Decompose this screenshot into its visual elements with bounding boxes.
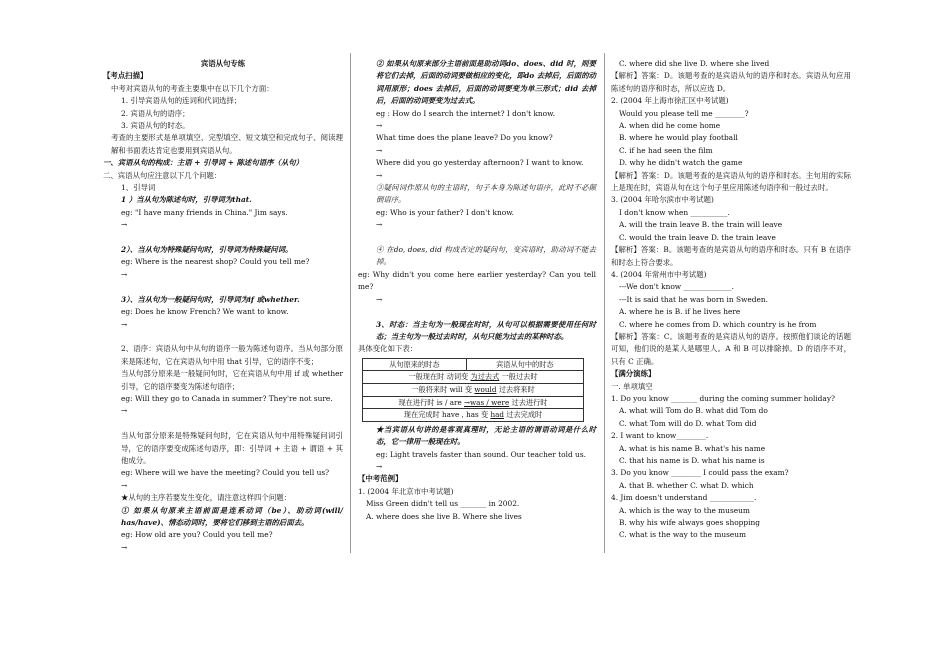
tense-table-before: 一般将来时	[411, 384, 448, 394]
text-line: 3. Do you know ________ I could pass the exam?	[611, 468, 789, 478]
text-line: Where did you go yesterday afternoon? I want to know.	[376, 158, 584, 168]
tense-table-row	[363, 409, 584, 422]
text-line: A. what will Tom do B. what did Tom do	[619, 406, 768, 416]
text-line: 3）、当从句为一般疑问句时，引导词为if 或whether.	[121, 294, 300, 304]
tense-table-mid: is / are	[436, 397, 462, 407]
text-line: eg: Light travels faster than sound. Our teacher told us.	[376, 449, 586, 459]
tense-table-header-cell: 宾语从句中的时态	[466, 358, 583, 371]
text-line: C. where did she live D. where she lived	[619, 59, 770, 68]
tense-table-after: 过去进行时	[511, 397, 548, 407]
text-line: C. would the train leave D. the train leave	[619, 232, 776, 242]
column-divider	[350, 53, 351, 553]
text-line: ① 如果从句原来主语前面是连系动词（be）、助动词(will/ has/have)、情态动词时，要将它们移到主语的后面去。	[121, 505, 343, 527]
text-line: 1. (2004 年北京市中考试题)	[358, 486, 454, 496]
text-line: B. where he would play football	[619, 133, 738, 143]
text-line: eg: Does he know French? We want to know.	[121, 307, 289, 317]
text-line: eg: Why didn't you come here earlier yesterday? Can you tell me?	[358, 269, 596, 292]
text-line: 4. (2004 年常州市中考试题)	[611, 269, 707, 279]
tense-table-cell	[363, 383, 584, 396]
section-heading: 【中考范例】	[358, 474, 403, 484]
text-line: 当从句部分原来是一般疑问句时，它在宾语从句中用 if 或 whether 引导，它的语序要变为陈述句语序；	[121, 369, 343, 391]
text-line: B. why his wife always goes shopping	[619, 518, 760, 528]
tense-table	[362, 358, 584, 422]
answer-arrow: →	[376, 170, 383, 180]
text-line: 2）、当从句为特殊疑问句时，引导词为特殊疑问词。	[121, 245, 293, 255]
tense-table-after: 过去将来时	[498, 384, 535, 394]
text-line: Miss Green didn't tell us _______ in 2002.	[366, 499, 520, 509]
answer-arrow: →	[121, 319, 128, 329]
text-line: A. that B. whether C. what D. which	[619, 480, 754, 490]
text-line: 【解析】答案：D。该题考查的是宾语从句的语序和时态。宾语从句应用陈述句的语序和时态，所以应选 D。	[611, 71, 851, 93]
answer-arrow: →	[376, 294, 383, 304]
text-line: ★当宾语从句讲的是客观真理时，无论主语的谓语动词是什么时态，它一律用一般现在时。	[376, 424, 596, 447]
blank-line	[358, 306, 596, 318]
answer-arrow: →	[121, 220, 128, 230]
blank-line	[103, 418, 343, 430]
page-title: 宾语从句专练	[200, 59, 246, 68]
tense-table-ul: had	[490, 410, 504, 420]
tense-table-ul: 为过去式	[470, 372, 500, 382]
text-line: 1. Do you know _______ during the coming summer holiday?	[611, 393, 835, 403]
text-line: 【解析】答案：D。该题考查的是宾语从句的语序和时态。主句用的实际上是现在时，宾语从句在这个句子里应用陈述句语序和一般过去时。	[611, 170, 851, 193]
text-line: eg: "I have many friends in China." Jim says.	[121, 207, 288, 217]
answer-arrow: →	[376, 121, 383, 131]
text-line: 4. Jim doesn't understand ____________.	[611, 493, 757, 503]
tense-table-cell	[363, 396, 584, 409]
text-line: ② 如果从句原来部分主语前面是助动词do、does、did 时，则要将它们去掉，后面的动词要做相应的变化，即do 去掉后，后面的动词用原形；does 去掉后，后面的动词要变为单三形式；did 去掉后，后面的动词要变为过去式。	[376, 59, 596, 106]
text-line: 3. (2004 年哈尔滨市中考试题)	[611, 195, 714, 205]
column-3	[611, 58, 851, 542]
tense-table-header	[363, 358, 584, 371]
tense-table-before: 现在完成时	[403, 410, 440, 420]
text-line: 【解析】答案：B。该题考查的是宾语从句的语序和时态。只有 B 在语序和时态上符合要求。	[611, 245, 851, 267]
tense-table-before: 现在进行时	[398, 397, 435, 407]
text-line: 3. 宾语从句的时态。	[121, 121, 190, 131]
tense-table-before: 一般现在时	[408, 372, 445, 382]
answer-arrow: →	[121, 269, 128, 279]
text-line: 2、语序：宾语从句中从句的语序一般为陈述句语序。当从句部分原来是陈述句，它在宾语从句中用 that 引导，它的语序不变；	[121, 344, 343, 366]
column-3-body	[611, 58, 851, 542]
text-line: 当从句部分原来是特殊疑问句时，它在宾语从句中用特殊疑问词引导，它的语序要变成陈述句语序，即：引导词 + 主语 + 谓语 + 其他成分。	[121, 431, 343, 465]
column-1	[103, 58, 343, 554]
text-line: 1 ）当从句为陈述句时，引导词为that.	[121, 195, 252, 205]
tense-table-mid: will 变	[449, 384, 473, 394]
answer-arrow: →	[376, 220, 383, 230]
text-line: A. will the train leave B. the train will leave	[619, 220, 783, 230]
tense-table-ul: would	[474, 384, 497, 394]
text-line: Would you please tell me ________?	[619, 108, 749, 118]
text-line: 考查的主要形式是单项填空、完型填空、短文填空和完成句子、阅读理解和书面表达肯定也要用到宾语从句。	[111, 133, 343, 155]
text-line: ★从句的主序若要发生变化，请注意这样四个问题：	[121, 493, 291, 503]
tense-table-row	[363, 396, 584, 409]
text-line: A. where does she live B. Where she lives	[366, 511, 522, 521]
text-line: C. if he had seen the film	[619, 145, 713, 155]
tense-table-mid: 动词变	[446, 372, 469, 382]
tense-table-cell	[363, 371, 584, 384]
text-line: eg: Who is your father? I don't know.	[376, 207, 515, 217]
text-line: eg : How do I search the internet? I don't know.	[376, 108, 555, 118]
column-1-body	[103, 70, 343, 554]
text-line: 3、时态：当主句为一般现在时时，从句可以根据需要使用任何时态；当主句为一般过去时时，从句只能为过去的某种时态。	[376, 319, 596, 341]
answer-arrow: →	[376, 461, 383, 471]
text-line: What time does the plane leave? Do you know?	[376, 133, 553, 143]
tense-table-mid: have , has 变	[442, 410, 489, 420]
section-heading: 【满分演练】	[611, 369, 656, 379]
text-line: eg: Will they go to Canada in summer? They're not sure.	[121, 393, 333, 403]
blank-line	[103, 232, 343, 244]
text-line: 中考对宾语从句的考查主要集中在以下几个方面：	[111, 83, 274, 93]
column-2-body	[358, 58, 596, 523]
text-line: 2. I want to know________.	[611, 431, 709, 441]
tense-table-after: 一般过去时	[501, 372, 538, 382]
blank-line	[103, 331, 343, 343]
tense-table-row	[363, 371, 584, 384]
text-line: eg: Where will we have the meeting? Could you tell us?	[121, 468, 330, 478]
text-line: D. why he didn't watch the game	[619, 158, 743, 168]
column-divider	[604, 53, 605, 553]
text-line: 1. 引导宾语从句的连词和代词选择；	[121, 96, 242, 106]
tense-table-after: 过去完成时	[506, 410, 543, 420]
text-line: 2. 宾语从句的语序；	[121, 108, 190, 118]
answer-arrow: →	[121, 480, 128, 490]
section-heading: 【考点扫描】	[103, 71, 148, 81]
text-line: I don't know when __________.	[619, 207, 730, 217]
blank-line	[103, 281, 343, 293]
answer-arrow: →	[376, 145, 383, 155]
text-line: 一. 单项填空	[611, 381, 653, 391]
text-line: A. when did he come home	[619, 121, 721, 131]
text-line: 1、引导词	[121, 183, 156, 193]
text-line: ③疑问词作原从句的主语时，句子本身为陈述句语序，此时不必颠倒语序。	[376, 183, 596, 205]
text-line: A. where he is B. if he lives here	[619, 307, 741, 317]
text-line: ---We don't know _____________.	[619, 282, 734, 292]
answer-arrow: →	[121, 542, 128, 552]
text-line: C. that his name is D. what his name is	[619, 456, 765, 465]
text-line: eg: How old are you? Could you tell me?	[121, 530, 273, 540]
answer-arrow: →	[121, 406, 128, 416]
text-line: C. what is the way to the museum	[619, 530, 747, 540]
text-line: C. what Tom will do D. what Tom did	[619, 418, 757, 428]
text-line: eg: Where is the nearest shop? Could you tell me?	[121, 257, 310, 267]
text-line: 【解析】答案：C。该题考查的是宾语从句的语序。按照他们谈论的话题可知，他们说的是某人是哪里人。A 和 B 可以排除掉。D 的语序不对，只有 C 正确。	[611, 331, 851, 366]
text-line: 一、宾语从句的构成：主语 + 引导词 + 陈述句语序（从句）	[103, 158, 304, 168]
text-line: 具体变化如下表：	[358, 344, 418, 354]
tense-table-ul: →was / were	[464, 397, 510, 407]
tense-table-row	[363, 383, 584, 396]
text-line: 二、宾语从句应注意以下几个问题：	[103, 170, 222, 180]
column-2	[358, 58, 596, 523]
text-line: 2. (2004 年上海市徐汇区中考试题)	[611, 96, 729, 106]
tense-table-header-cell: 从句原来的时态	[363, 358, 467, 371]
text-line: ---It is said that he was born in Sweden.	[619, 294, 768, 304]
tense-table-cell	[363, 409, 584, 422]
text-line: C. where he comes from D. which country is he from	[619, 319, 817, 329]
blank-line	[358, 232, 596, 244]
text-line: A. what is his name B. what's his name	[619, 443, 766, 453]
text-line: ④ 在do, does, did 构成否定的疑问句，变宾语时，助动词不能去掉。	[376, 245, 596, 267]
text-line: A. which is the way to the museum	[619, 505, 750, 515]
